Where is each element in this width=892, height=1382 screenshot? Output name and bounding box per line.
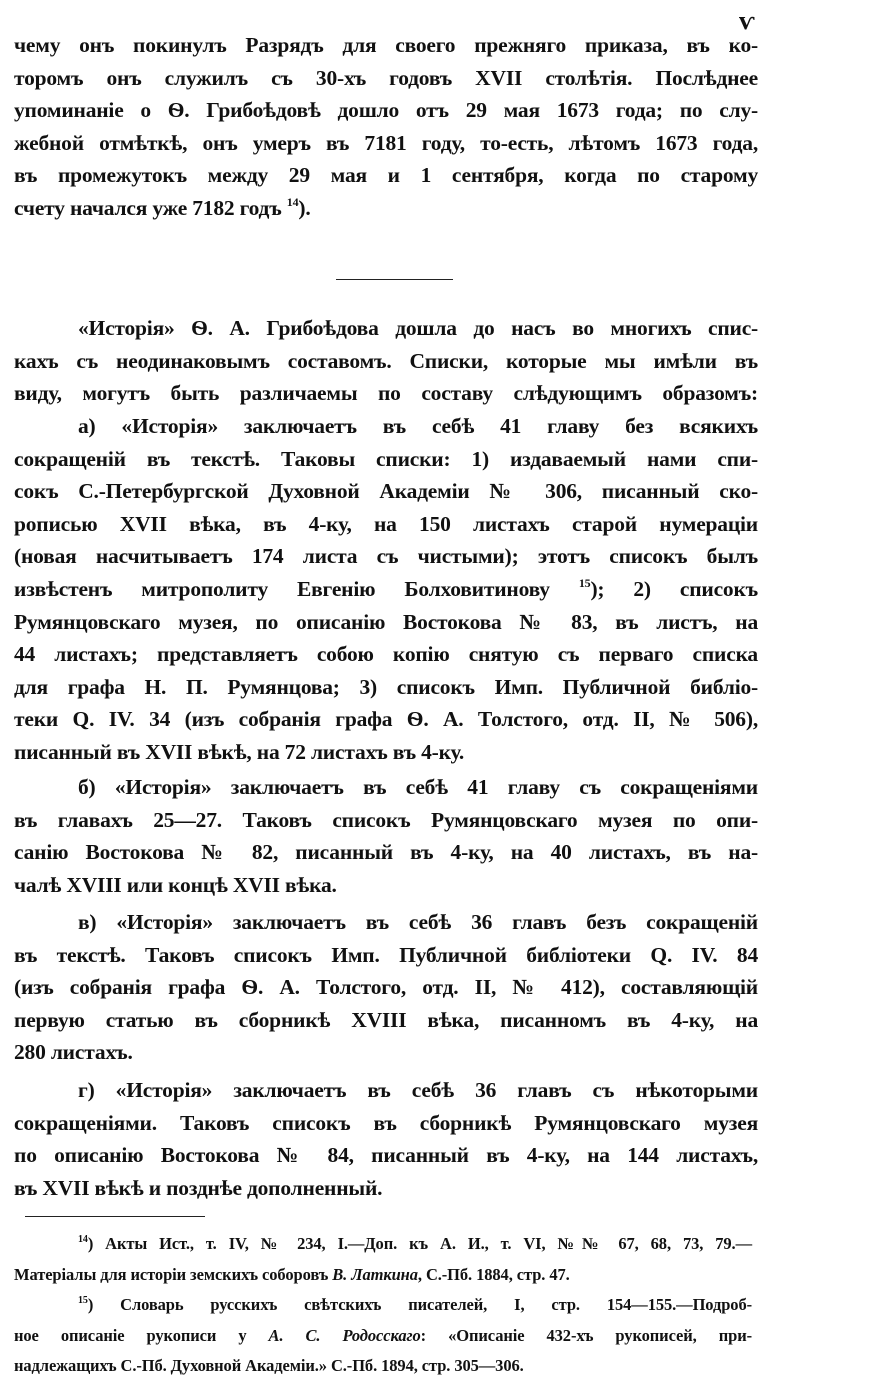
paragraph-continuation bbox=[14, 29, 758, 225]
text-line: 44 листахъ; представляетъ собою копію снятую съ перваго списка bbox=[14, 642, 758, 667]
text-fragment: ное описаніе рукописи у bbox=[14, 1325, 269, 1345]
text-line: (изъ собранія графа Ѳ. А. Толстого, отд. II, № 412), составляющій bbox=[14, 975, 758, 1000]
text-fragment: ). bbox=[298, 195, 311, 220]
text-line: г) «Исторія» заключаетъ въ себѣ 36 главъ съ нѣкоторыми bbox=[78, 1078, 758, 1102]
footnote-14 bbox=[14, 1229, 752, 1260]
section-separator bbox=[336, 279, 453, 280]
text-line: кахъ съ неодинаковымъ составомъ. Списки, которые мы имѣли въ bbox=[14, 348, 758, 373]
text-line bbox=[14, 573, 758, 606]
footnote-rule bbox=[25, 1216, 205, 1217]
list-item-a bbox=[14, 410, 758, 769]
text-line: чему онъ покинулъ Разрядъ для своего прежняго приказа, въ ко- bbox=[14, 33, 758, 57]
text-fragment: : «Описаніе 432-хъ рукописей, при- bbox=[420, 1325, 752, 1345]
text-line: рописью XVII вѣка, въ 4-ку, на 150 листахъ старой нумераціи bbox=[14, 511, 758, 536]
text-line: 280 листахъ. bbox=[14, 1040, 133, 1065]
text-line: а) «Исторія» заключаетъ въ себѣ 41 главу без всякихъ bbox=[78, 414, 758, 438]
footnotes bbox=[14, 1229, 752, 1382]
text-line: надлежащихъ С.-Пб. Духовной Академіи.» С.-Пб. 1894, стр. 305—306. bbox=[14, 1356, 524, 1376]
text-fragment: ) Словарь русскихъ свѣтскихъ писателей, I, стр. 154—155.—Подроб- bbox=[87, 1295, 752, 1315]
text-line: сокращеніями. Таковъ списокъ въ сборникѣ Румянцовскаго музея bbox=[14, 1110, 758, 1135]
page-number: ѵ bbox=[739, 6, 755, 35]
paragraph-intro bbox=[14, 312, 758, 410]
text-fragment: ); 2) списокъ bbox=[590, 576, 758, 601]
author-name: В. Латкина bbox=[332, 1264, 418, 1284]
text-fragment: , С.-Пб. 1884, стр. 47. bbox=[417, 1264, 570, 1284]
list-item-b bbox=[14, 771, 758, 901]
text-line: по описанію Востокова № 84, писанный въ 4-ку, на 144 листахъ, bbox=[14, 1143, 758, 1168]
text-line: въ текстѣ. Таковъ списокъ Имп. Публичной библіотеки Q. IV. 84 bbox=[14, 942, 758, 967]
text-line: сокращеній въ текстѣ. Таковы списки: 1) издаваемый нами спи- bbox=[14, 446, 758, 471]
footnote-number: 14 bbox=[78, 1234, 88, 1245]
text-line: «Исторія» Ѳ. А. Грибоѣдова дошла до насъ во многихъ спис- bbox=[78, 316, 758, 340]
footnote-number: 15 bbox=[78, 1295, 88, 1307]
text-line: въ XVII вѣкѣ и позднѣе дополненный. bbox=[14, 1175, 383, 1200]
text-line bbox=[14, 1260, 752, 1291]
text-line: теки Q. IV. 34 (изъ собранія графа Ѳ. А. Толстого, отд. II, № 506), bbox=[14, 707, 758, 732]
footnote-15 bbox=[14, 1290, 752, 1321]
footnote-ref-14[interactable]: 14 bbox=[286, 194, 299, 209]
text-fragment: счету начался уже 7182 годъ bbox=[14, 195, 282, 220]
footnote-ref-15[interactable]: 15 bbox=[578, 575, 591, 590]
text-line: б) «Исторія» заключаетъ въ себѣ 41 главу съ сокращеніями bbox=[78, 775, 758, 799]
text-line: чалѣ XVIII или концѣ XVII вѣка. bbox=[14, 872, 337, 897]
text-line: упоминаніе о Ѳ. Грибоѣдовѣ дошло отъ 29 мая 1673 года; по слу- bbox=[14, 98, 758, 123]
text-line: виду, могутъ быть различаемы по составу слѣдующимъ образомъ: bbox=[14, 381, 758, 406]
text-line: въ промежутокъ между 29 мая и 1 сентября, когда по старому bbox=[14, 163, 758, 188]
text-fragment: Матеріалы для исторіи земскихъ соборовъ bbox=[14, 1264, 333, 1284]
text-line: торомъ онъ служилъ съ 30-хъ годовъ XVII столѣтія. Послѣднее bbox=[14, 65, 758, 90]
list-item-g bbox=[14, 1074, 758, 1204]
text-line: писанный въ XVII вѣкѣ, на 72 листахъ въ 4-ку. bbox=[14, 739, 465, 764]
text-line: (новая насчитываетъ 174 листа съ чистыми); этотъ списокъ былъ bbox=[14, 544, 758, 569]
list-item-v bbox=[14, 906, 758, 1069]
text-line: сокъ С.-Петербургской Духовной Академіи № 306, писанный ско- bbox=[14, 479, 758, 504]
text-fragment: ) Акты Ист., т. IV, № 234, I.—Доп. къ А. И., т. VI, №№ 67, 68, 73, 79.— bbox=[87, 1234, 752, 1253]
text-line: первую статью въ сборникѣ XVIII вѣка, писанномъ въ 4-ку, на bbox=[14, 1007, 758, 1032]
text-line: жебной отмѣткѣ, онъ умеръ въ 7181 году, то-есть, лѣтомъ 1673 года, bbox=[14, 130, 758, 155]
text-line: санію Востокова № 82, писанный въ 4-ку, на 40 листахъ, въ на- bbox=[14, 840, 758, 865]
text-line: Румянцовскаго музея, по описанію Востокова № 83, въ листъ, на bbox=[14, 609, 758, 634]
text-line bbox=[14, 192, 758, 225]
text-line bbox=[14, 1321, 752, 1352]
text-line: для графа Н. П. Румянцова; 3) списокъ Имп. Публичной библіо- bbox=[14, 674, 758, 699]
author-name: А. С. Родосскаго bbox=[268, 1325, 421, 1345]
text-line: въ главахъ 25—27. Таковъ списокъ Румянцовскаго музея по опи- bbox=[14, 807, 758, 832]
text-line: в) «Исторія» заключаетъ въ себѣ 36 главъ безъ сокращеній bbox=[78, 910, 758, 934]
text-fragment: извѣстенъ митрополиту Евгенію Болховитинову bbox=[14, 576, 579, 601]
